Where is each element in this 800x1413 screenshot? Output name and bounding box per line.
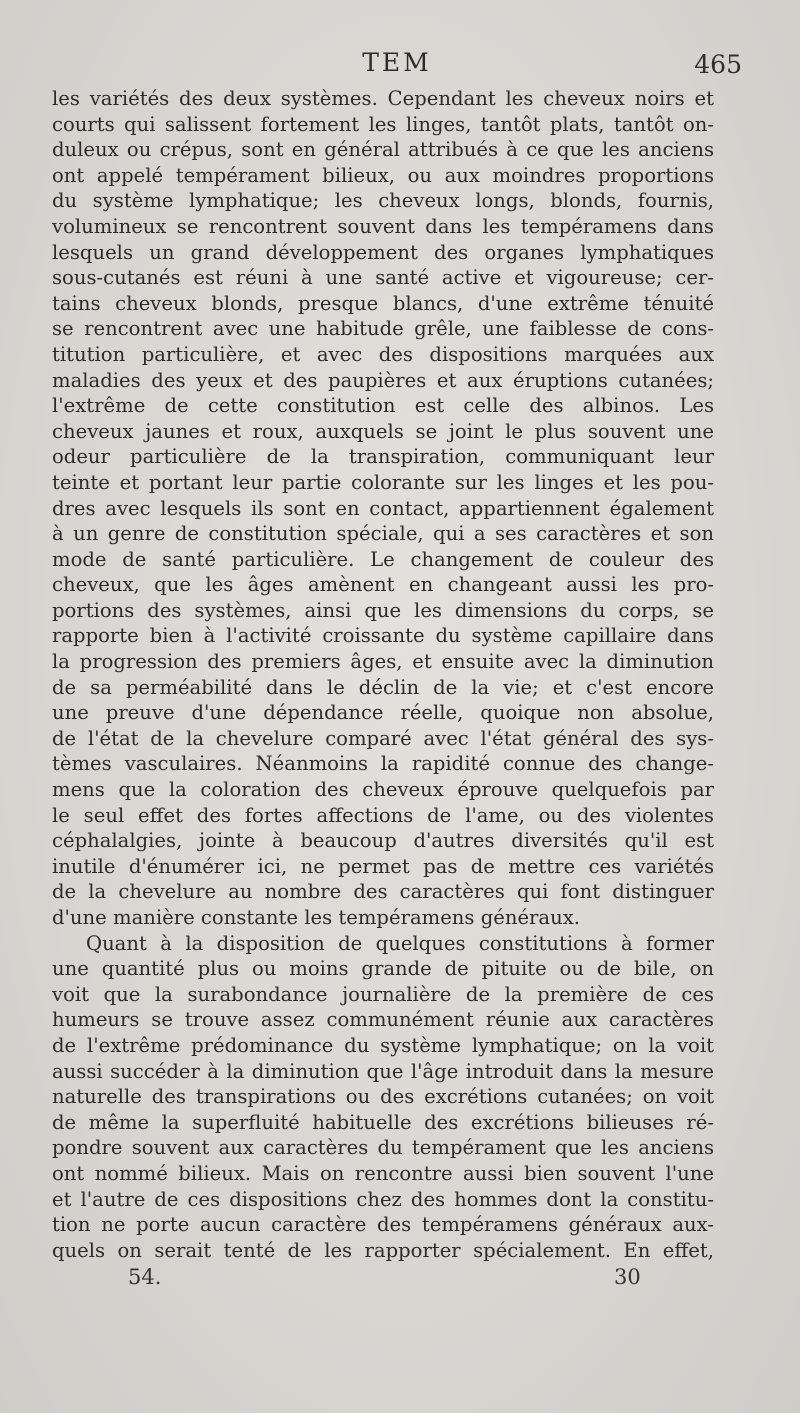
folio-mark: 30 bbox=[614, 1265, 641, 1289]
text-line: duleux ou crépus, sont en général attribués à ce que les anciens bbox=[52, 138, 714, 162]
signature-mark: 54. bbox=[128, 1265, 162, 1289]
text-line: de sa perméabilité dans le déclin de la vie; et c'est encore bbox=[52, 675, 714, 699]
paragraph-end-line: d'une manière constante les tempéramens généraux. bbox=[52, 906, 580, 929]
text-line: cheveux, que les âges amènent en changeant aussi les pro- bbox=[52, 573, 714, 597]
text-line: de la chevelure au nombre des caractères qui font distinguer bbox=[52, 880, 714, 904]
text-line: voit que la surabondance journalière de la première de ces bbox=[52, 982, 714, 1006]
text-line: mens que la coloration des cheveux éprouve quelquefois par bbox=[52, 778, 714, 802]
text-line: volumineux se rencontrent souvent dans les tempéramens dans bbox=[52, 214, 714, 238]
text-line: titution particulière, et avec des dispositions marquées aux bbox=[52, 342, 714, 366]
text-line: du système lymphatique; les cheveux longs, blonds, fournis, bbox=[52, 189, 714, 213]
text-line: tèmes vasculaires. Néanmoins la rapidité connue des change- bbox=[52, 752, 714, 776]
text-line: pondre souvent aux caractères du tempérament que les anciens bbox=[52, 1136, 714, 1160]
text-line: inutile d'énumérer ici, ne permet pas de mettre ces variétés bbox=[52, 854, 714, 878]
text-line: cheveux jaunes et roux, auxquels se joint le plus souvent une bbox=[52, 419, 714, 443]
text-line: naturelle des transpirations ou des excrétions cutanées; on voit bbox=[52, 1085, 714, 1109]
text-line: odeur particulière de la transpiration, communiquant leur bbox=[52, 445, 714, 469]
text-line: céphalalgies, jointe à beaucoup d'autres diversités qu'il est bbox=[52, 829, 714, 853]
text-line: et l'autre de ces dispositions chez des hommes dont la constitu- bbox=[52, 1187, 714, 1211]
text-line: de même la superfluité habituelle des excrétions bilieuses ré- bbox=[52, 1110, 714, 1134]
text-line: courts qui salissent fortement les linges, tantôt plats, tantôt on- bbox=[52, 112, 714, 136]
text-line: ont appelé tempérament bilieux, ou aux moindres proportions bbox=[52, 163, 714, 187]
text-line: une preuve d'une dépendance réelle, quoique non absolue, bbox=[52, 701, 714, 725]
text-line: maladies des yeux et des paupières et aux éruptions cutanées; bbox=[52, 368, 714, 392]
text-line: à un genre de constitution spéciale, qui a ses caractères et son bbox=[52, 522, 714, 546]
text-line: tains cheveux blonds, presque blancs, d'une extrême ténuité bbox=[52, 291, 714, 315]
text-line: humeurs se trouve assez communément réunie aux caractères bbox=[52, 1008, 714, 1032]
text-line: tion ne porte aucun caractère des tempéramens généraux aux- bbox=[52, 1213, 714, 1237]
text-line: rapporte bien à l'activité croissante du système capillaire dans bbox=[52, 624, 714, 648]
text-line: sous-cutanés est réuni à une santé active et vigoureuse; cer- bbox=[52, 266, 714, 290]
text-line: les variétés des deux systèmes. Cependant les cheveux noirs et bbox=[52, 87, 714, 110]
body-text bbox=[52, 86, 714, 1263]
text-line: ont nommé bilieux. Mais on rencontre aussi bien souvent l'une bbox=[52, 1161, 714, 1185]
page-number: 465 bbox=[694, 50, 742, 79]
paragraph-start-line: Quant à la disposition de quelques constitutions à former bbox=[86, 931, 714, 955]
text-line: dres avec lesquels ils sont en contact, appartiennent également bbox=[52, 496, 714, 520]
text-line: l'extrême de cette constitution est celle des albinos. Les bbox=[52, 394, 714, 418]
text-line: la progression des premiers âges, et ensuite avec la diminution bbox=[52, 650, 714, 674]
page-footer bbox=[52, 1265, 714, 1297]
text-line: aussi succéder à la diminution que l'âge introduit dans la mesure bbox=[52, 1059, 714, 1083]
text-line: de l'état de la chevelure comparé avec l'état général des sys- bbox=[52, 726, 714, 750]
text-line: de l'extrême prédominance du système lymphatique; on la voit bbox=[52, 1033, 714, 1057]
text-line: se rencontrent avec une habitude grêle, une faiblesse de cons- bbox=[52, 317, 714, 341]
text-line: teinte et portant leur partie colorante sur les linges et les pou- bbox=[52, 470, 714, 494]
text-line: lesquels un grand développement des organes lymphatiques bbox=[52, 240, 714, 264]
text-line: portions des systèmes, ainsi que les dimensions du corps, se bbox=[52, 598, 714, 622]
text-line: une quantité plus ou moins grande de pituite ou de bile, on bbox=[52, 957, 714, 981]
running-title: TEM bbox=[362, 48, 432, 77]
text-line: quels on serait tenté de les rapporter spécialement. En effet, bbox=[52, 1238, 714, 1262]
text-line: le seul effet des fortes affections de l'ame, ou des violentes bbox=[52, 803, 714, 827]
page-header bbox=[52, 48, 742, 88]
text-line: mode de santé particulière. Le changement de couleur des bbox=[52, 547, 714, 571]
